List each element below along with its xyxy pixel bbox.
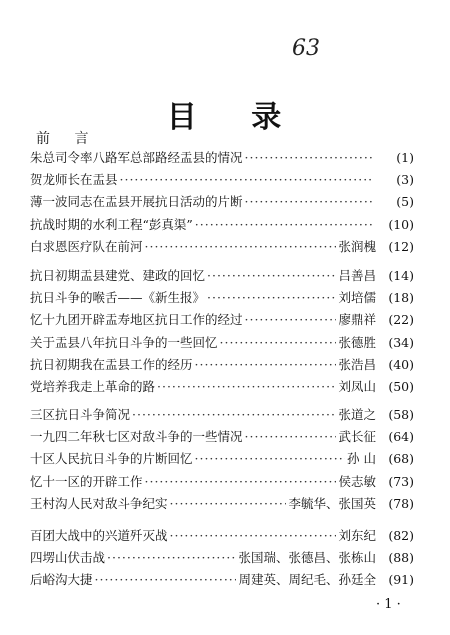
entry-title: 抗日斗争的喉舌——《新生报》: [30, 290, 206, 306]
handwritten-annotation: 63: [292, 36, 320, 61]
leader-dots: [170, 528, 337, 543]
entry-title: 十区人民抗日斗争的片断回忆: [30, 451, 193, 467]
entry-author: 吕善昌: [338, 268, 376, 283]
toc-entry[interactable]: [30, 449, 414, 471]
entry-page: (3): [396, 172, 414, 188]
leader-dots: [195, 357, 337, 372]
page-title: 目 录: [166, 100, 304, 135]
entry-title: 后峪沟大捷: [30, 572, 93, 588]
leader-dots: [107, 550, 236, 565]
entry-page: (34): [388, 334, 414, 350]
toc-entry[interactable]: [30, 288, 414, 310]
leader-dots: [132, 407, 336, 422]
entry-page: (14): [388, 268, 414, 283]
entry-title: 贺龙师长在盂县: [30, 172, 118, 188]
entry-title: 抗战时期的水利工程“彭真渠”: [30, 216, 193, 232]
page-number: · 1 ·: [376, 597, 401, 612]
entry-author: 李毓华、张国英: [288, 495, 376, 511]
toc-entry[interactable]: [30, 377, 414, 399]
leader-dots: [95, 572, 237, 587]
toc-entry[interactable]: [30, 148, 414, 170]
leader-dots: [120, 172, 374, 187]
leader-dots: [245, 150, 374, 165]
entry-page: (18): [388, 290, 414, 306]
entry-page: (91): [388, 572, 414, 588]
toc-group-3: [30, 405, 414, 516]
entry-author: 武长征: [338, 429, 376, 445]
entry-title: 白求恩医疗队在前河: [30, 238, 143, 254]
toc-entry[interactable]: [30, 570, 414, 592]
leader-dots: [245, 194, 374, 209]
toc-entry[interactable]: [30, 472, 414, 494]
entry-title: 一九四二年秋七区对敌斗争的一些情况: [30, 429, 243, 445]
entry-author: 张道之: [338, 407, 376, 422]
entry-page: (50): [388, 378, 414, 394]
entry-page: (64): [388, 429, 414, 445]
leader-dots: [245, 312, 337, 327]
leader-dots: [207, 268, 336, 283]
toc-entry[interactable]: [30, 494, 414, 516]
entry-author: 周建英、周纪毛、孙廷全: [238, 572, 376, 588]
entry-author: 张润槐: [338, 238, 376, 254]
entry-title: 党培养我走上革命的路: [30, 378, 156, 394]
entry-title: 王村沟人民对敌斗争纪实: [30, 495, 168, 511]
leader-dots: [157, 379, 336, 394]
entry-author: 刘培儒: [338, 290, 376, 306]
entry-title: 忆十九团开辟盂寿地区抗日工作的经过: [30, 312, 243, 328]
leader-dots: [170, 496, 287, 511]
entry-page: (5): [396, 194, 414, 210]
entry-author: 孙 山: [347, 451, 376, 467]
entry-author: 张德胜: [338, 334, 376, 350]
entry-title: 忆十一区的开辟工作: [30, 473, 143, 489]
toc-entry[interactable]: [30, 427, 414, 449]
toc-entry[interactable]: [30, 266, 414, 288]
toc-entry[interactable]: [30, 355, 414, 377]
entry-title: 三区抗日斗争简况: [30, 407, 131, 422]
toc-entry[interactable]: [30, 405, 414, 427]
entry-title: 朱总司令率八路军总部路经盂县的情况: [30, 150, 243, 165]
entry-page: (10): [388, 216, 414, 232]
leader-dots: [195, 217, 374, 232]
entry-page: (78): [388, 495, 414, 511]
leader-dots: [207, 290, 336, 305]
toc-entry[interactable]: [30, 548, 414, 570]
leader-dots: [145, 239, 337, 254]
entry-title: 薄一波同志在盂县开展抗日活动的片断: [30, 194, 243, 210]
entry-title: 抗日初期盂县建党、建政的回忆: [30, 268, 206, 283]
entry-title: 抗日初期我在盂县工作的经历: [30, 356, 193, 372]
entry-page: (73): [388, 473, 414, 489]
entry-author: 刘凤山: [338, 378, 376, 394]
entry-page: (88): [388, 550, 414, 566]
toc-group-1: [30, 148, 414, 259]
entry-page: (1): [396, 150, 414, 165]
toc-entry[interactable]: [30, 192, 414, 214]
entry-page: (12): [388, 238, 414, 254]
toc-group-4: [30, 526, 414, 593]
entry-title: 百团大战中的兴道歼灭战: [30, 528, 168, 543]
toc-entry[interactable]: [30, 526, 414, 548]
entry-page: (82): [388, 528, 414, 543]
toc-entry[interactable]: [30, 237, 414, 259]
entry-page: (22): [388, 312, 414, 328]
entry-page: (58): [388, 407, 414, 422]
toc-entry[interactable]: [30, 310, 414, 332]
toc-entry[interactable]: [30, 333, 414, 355]
entry-title: 关于盂县八年抗日斗争的一些回忆: [30, 334, 218, 350]
leader-dots: [245, 429, 337, 444]
entry-author: 张国瑞、张德昌、张栋山: [238, 550, 376, 566]
toc-entry[interactable]: [30, 170, 414, 192]
entry-author: 廖鼎祥: [338, 312, 376, 328]
entry-author: 刘东纪: [338, 528, 376, 543]
entry-page: (68): [388, 451, 414, 467]
toc-group-2: [30, 266, 414, 399]
entry-page: (40): [388, 356, 414, 372]
leader-dots: [195, 451, 346, 466]
entry-author: 张浩昌: [338, 356, 376, 372]
leader-dots: [145, 474, 337, 489]
entry-title: 四塄山伏击战: [30, 550, 106, 566]
preface-heading: 前 言: [36, 131, 99, 147]
leader-dots: [220, 335, 337, 350]
toc-entry[interactable]: [30, 215, 414, 237]
entry-author: 侯志敏: [338, 473, 376, 489]
